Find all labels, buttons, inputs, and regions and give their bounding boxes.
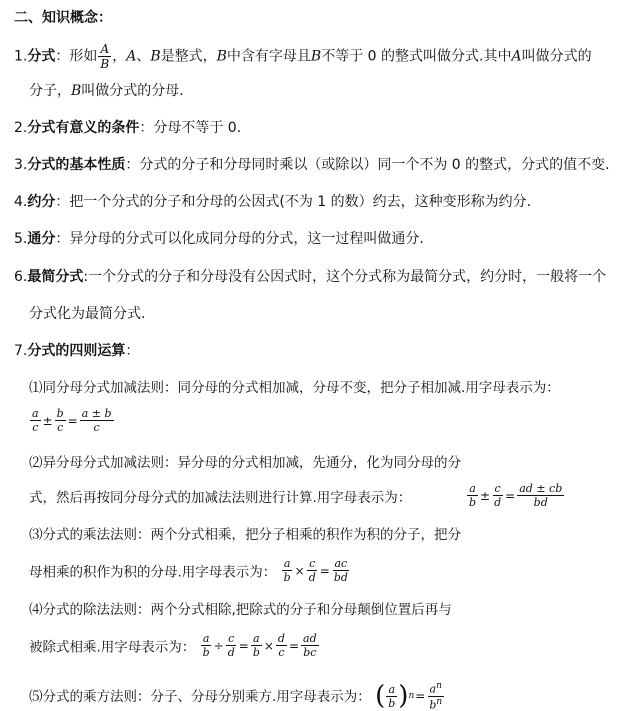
- rule-5-line: ⑸分式的乘方法则：分子、分母分别乘方.用字母表示为： ( $\frac{a}{b}$ ) n = $\frac{a^n}{b^n}$: [29, 684, 445, 710]
- item-3: 3.分式的基本性质：分式的分子和分母同时乘以（或除以）同一个不为 0 的整式，分式的值不变.: [14, 157, 610, 173]
- item-1-line-1: 1.分式：形如 $\frac{A}{B}$ ，A、B是整式，B中含有字母且B不等于 0 的整式叫做分式.其中A叫做分式的: [14, 42, 592, 71]
- item-6-line-2: 分式化为最简分式.: [29, 306, 146, 322]
- item-7-title: 分式的四则运算: [27, 343, 126, 359]
- item-3-title: 分式的基本性质: [27, 157, 126, 173]
- fraction-a-over-b: $\frac{A}{B}$: [100, 42, 110, 71]
- item-4: 4.约分：把一个分式的分子和分母的公因式(不为 1 的数）约去，这种变形称为约分.: [14, 194, 532, 210]
- item-5: 5.通分：异分母的分式可以化成同分母的分式，这一过程叫做通分.: [14, 231, 424, 247]
- rule-5-formula: ( $\frac{a}{b}$ ) n = $\frac{a^n}{b^n}$: [375, 681, 443, 711]
- item-2-title: 分式有意义的条件: [27, 120, 140, 136]
- heading: 二、知识概念：: [14, 10, 112, 26]
- rule-2-formula: $\frac{a}{b}$ ± $\frac{c}{d}$ = $\frac{ad \pm cb}{bd}$: [469, 482, 563, 509]
- item-1-title: 分式: [27, 48, 56, 65]
- item-7: 7.分式的四则运算：: [14, 343, 140, 359]
- item-2: 2.分式有意义的条件：分母不等于 0.: [14, 120, 242, 136]
- rule-2-line-2: 式，然后再按同分母分式的加减法法则进行计算.用字母表示为：: [29, 490, 412, 506]
- rule-2-line-1: ⑵异分母分式加减法则：异分母的分式相加减，先通分，化为同分母的分: [29, 455, 461, 471]
- item-5-title: 通分: [27, 231, 56, 247]
- item-6-line-1: 6.最简分式:一个分式的分子和分母没有公因式时，这个分式称为最简分式，约分时，一般将一个: [14, 269, 607, 285]
- item-6-title: 最简分式: [27, 269, 84, 285]
- item-1-number: 1.: [14, 48, 28, 65]
- item-4-title: 约分: [27, 194, 56, 210]
- rule-4-line-1: ⑷分式的除法法则：两个分式相除,把除式的分子和分母颠倒位置后再与: [29, 602, 452, 618]
- item-1-line-2: 分子，B叫做分式的分母.: [29, 83, 184, 99]
- rule-3-formula: $\frac{a}{b}$ × $\frac{c}{d}$ = $\frac{ac}{bd}$: [283, 557, 348, 584]
- rule-3-line-2: 母相乘的积作为积的分母.用字母表示为： $\frac{a}{b}$ × $\frac{c}{d}$ = $\frac{ac}{bd}$: [29, 562, 351, 583]
- rule-1-text: ⑴同分母分式加减法则：同分母的分式相加减，分母不变，把分子相加减.用字母表示为：: [29, 380, 560, 396]
- rule-4-line-2: 被除式相乘.用字母表示为： $\frac{a}{b}$ ÷ $\frac{c}{d}$ = $\frac{a}{b}$ × $\frac{d}{c}$ = $\frac{ad}{bc}$: [29, 637, 320, 658]
- rule-3-line-1: ⑶分式的乘法法则：两个分式相乘，把分子相乘的积作为积的分子，把分: [29, 527, 461, 543]
- rule-4-formula: $\frac{a}{b}$ ÷ $\frac{c}{d}$ = $\frac{a}{b}$ × $\frac{d}{c}$ = $\frac{ad}{bc}$: [202, 632, 317, 659]
- item-1-pre: 形如: [69, 48, 98, 65]
- item-1-colon: ：: [55, 48, 70, 65]
- rule-1-formula: $\frac{a}{c}$ ± $\frac{b}{c}$ = $\frac{a \pm b}{c}$: [32, 407, 112, 434]
